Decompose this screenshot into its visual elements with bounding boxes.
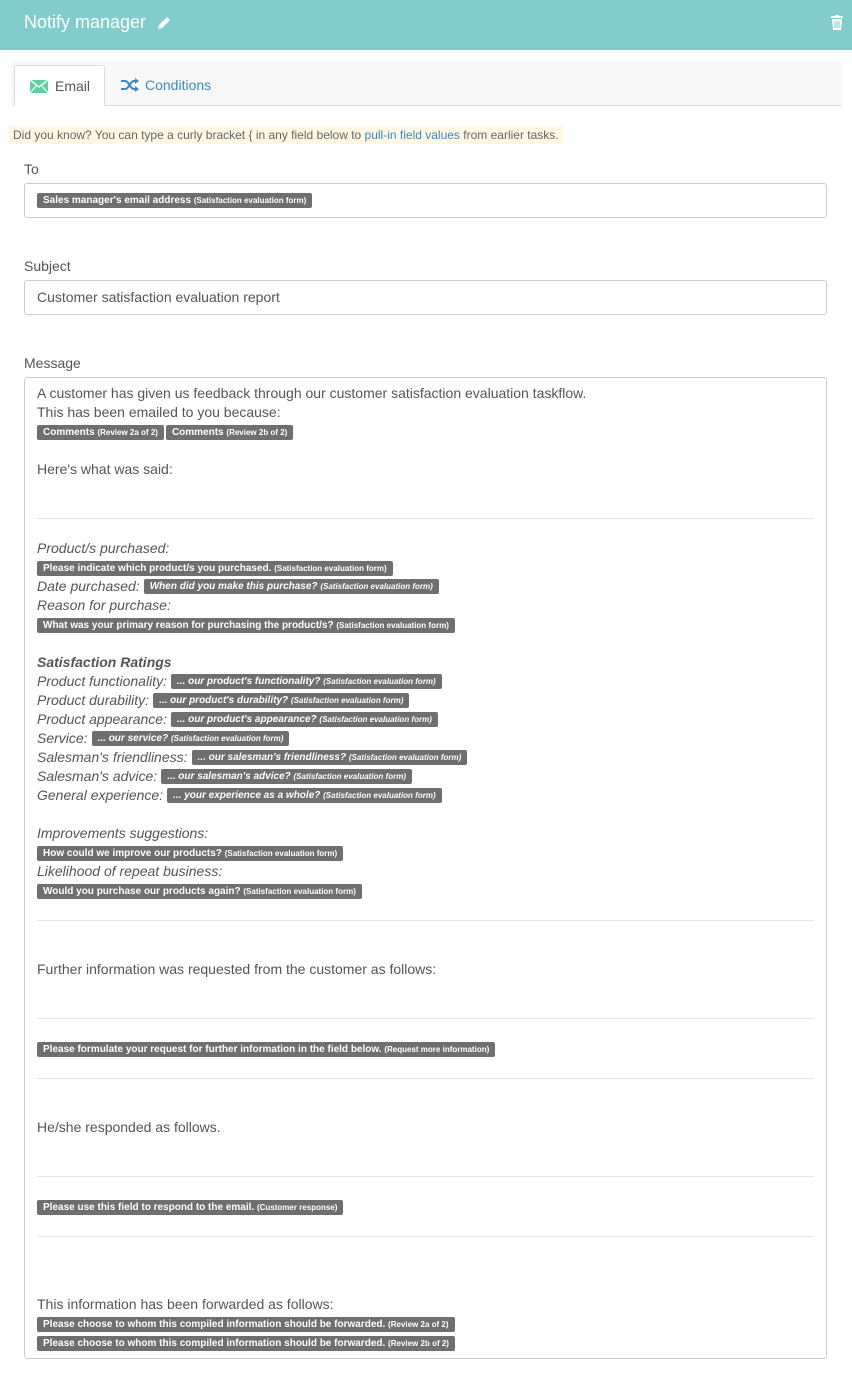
comments-pills xyxy=(37,425,293,441)
experience-pill[interactable]: ... your experience as a whole? (Satisfaction evaluation form) xyxy=(167,788,442,803)
response-pill[interactable]: Please use this field to respond to the email. (Customer response) xyxy=(37,1200,343,1215)
durability-pill[interactable]: ... our product's durability? (Satisfaction evaluation form) xyxy=(153,693,409,708)
friendliness-pill[interactable]: ... our salesman's friendliness? (Satisfaction evaluation form) xyxy=(192,750,468,765)
comments-2b-pill[interactable]: Comments (Review 2b of 2) xyxy=(166,425,293,440)
rating-appearance: Product appearance: ... our product's appearance? (Satisfaction evaluation form) xyxy=(37,711,438,728)
shuffle-icon xyxy=(121,78,139,92)
further-line: Further information was requested from the customer as follows: xyxy=(37,961,437,977)
service-pill[interactable]: ... our service? (Satisfaction evaluation form) xyxy=(92,731,290,746)
rating-service: Service: ... our service? (Satisfaction evaluation form) xyxy=(37,730,289,747)
pull-in-hint: Did you know? You can type a curly bracket { in any field below to pull-in field values from earlier tasks. xyxy=(9,126,563,144)
advice-pill[interactable]: ... our salesman's advice? (Satisfaction evaluation form) xyxy=(161,769,412,784)
date-pill[interactable]: When did you make this purchase? (Satisfaction evaluation form) xyxy=(144,579,439,594)
improve-label: Improvements suggestions: xyxy=(37,825,209,841)
subject-value: Customer satisfaction evaluation report xyxy=(37,289,280,305)
divider xyxy=(37,1078,814,1079)
forward-2b-pill[interactable]: Please choose to whom this compiled information should be forwarded. (Review 2b of 2) xyxy=(37,1336,455,1351)
task-title[interactable]: Notify manager xyxy=(24,12,147,32)
to-field[interactable] xyxy=(24,183,827,218)
reason-pill[interactable]: What was your primary reason for purchasing the product/s? (Satisfaction evaluation form) xyxy=(37,618,455,633)
divider xyxy=(37,518,814,519)
message-editor[interactable] xyxy=(24,377,827,1359)
subject-input[interactable] xyxy=(24,280,827,315)
intro-line-2: This has been emailed to you because: xyxy=(37,404,281,420)
products-pill[interactable]: Please indicate which product/s you purchased. (Satisfaction evaluation form) xyxy=(37,561,393,576)
improve-pill[interactable]: How could we improve our products? (Satisfaction evaluation form) xyxy=(37,846,343,861)
repeat-label: Likelihood of repeat business: xyxy=(37,863,223,879)
rating-functionality: Product functionality: ... our product's functionality? (Satisfaction evaluation form) xyxy=(37,673,442,690)
date-line: Date purchased: When did you make this purchase? (Satisfaction evaluation form) xyxy=(37,578,439,595)
tab-conditions-label: Conditions xyxy=(145,77,212,93)
responded-line: He/she responded as follows. xyxy=(37,1119,221,1135)
envelope-icon xyxy=(30,80,48,93)
rating-durability: Product durability: ... our product's durability? (Satisfaction evaluation form) xyxy=(37,692,409,709)
rating-experience: General experience: ... your experience as a whole? (Satisfaction evaluation form) xyxy=(37,787,442,804)
divider xyxy=(37,920,814,921)
tab-email-label: Email xyxy=(55,78,91,94)
to-label: To xyxy=(24,161,39,177)
intro-line-1: A customer has given us feedback through our customer satisfaction evaluation taskflow. xyxy=(37,385,587,401)
appearance-pill[interactable]: ... our product's appearance? (Satisfaction evaluation form) xyxy=(171,712,438,727)
said-line: Here's what was said: xyxy=(37,461,173,477)
reason-label: Reason for purchase: xyxy=(37,597,171,613)
divider xyxy=(37,1018,814,1019)
products-label: Product/s purchased: xyxy=(37,540,170,556)
tab-bar xyxy=(12,61,842,106)
message-label: Message xyxy=(24,355,81,371)
divider xyxy=(37,1176,814,1177)
functionality-pill[interactable]: ... our product's functionality? (Satisfaction evaluation form) xyxy=(171,674,442,689)
trash-icon[interactable] xyxy=(831,15,843,30)
rating-advice: Salesman's advice: ... our salesman's advice? (Satisfaction evaluation form) xyxy=(37,768,412,785)
request-pill[interactable]: Please formulate your request for further information in the field below. (Request more information) xyxy=(37,1042,495,1057)
task-header xyxy=(0,0,852,50)
rating-friendliness: Salesman's friendliness: ... our salesman's friendliness? (Satisfaction evaluation form) xyxy=(37,749,467,766)
tab-email[interactable] xyxy=(14,65,105,106)
subject-label: Subject xyxy=(24,258,71,274)
ratings-heading: Satisfaction Ratings xyxy=(37,654,172,670)
repeat-pill[interactable]: Would you purchase our products again? (Satisfaction evaluation form) xyxy=(37,884,362,899)
forward-2a-pill[interactable]: Please choose to whom this compiled information should be forwarded. (Review 2a of 2) xyxy=(37,1317,455,1332)
comments-2a-pill[interactable]: Comments (Review 2a of 2) xyxy=(37,425,164,440)
pencil-icon[interactable] xyxy=(156,15,172,31)
forwarded-line: This information has been forwarded as follows: xyxy=(37,1296,334,1312)
to-field-pill[interactable]: Sales manager's email address (Satisfaction evaluation form) xyxy=(37,193,312,208)
pull-in-field-values-link[interactable]: pull-in field values xyxy=(364,128,460,142)
divider xyxy=(37,1236,814,1237)
